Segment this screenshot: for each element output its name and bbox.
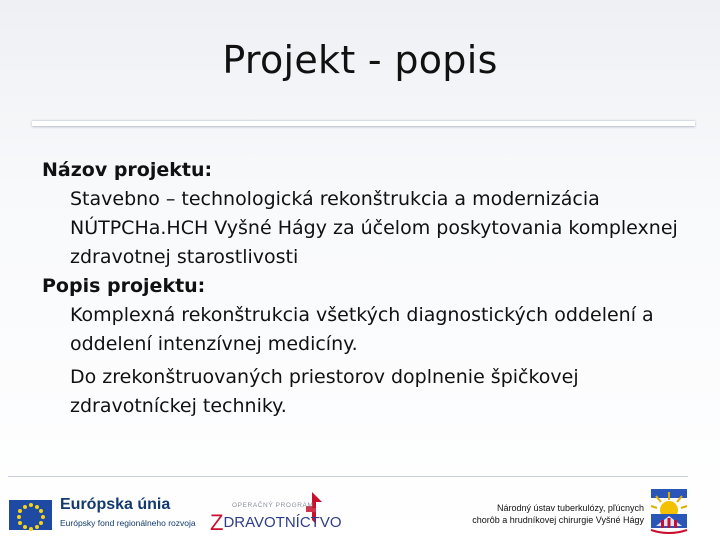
project-name-heading: Názov projektu: [42,159,213,181]
project-description-heading: Popis projektu: [42,275,206,297]
institution-name [420,502,644,526]
op-logo-line2: ZDRAVOTNÍCTVO [210,510,342,535]
project-name-text: Stavebno – technologická rekonštrukcia a modernizácia NÚTPCHa.HCH Vyšné Hágy za účelom poskytovania komplexnej zdravotnej starostlivosti [70,188,678,268]
institution-name-line1: Národný ústav tuberkulózy, pľúcnych [496,503,644,513]
project-description-text-1: Komplexná rekonštrukcia všetkých diagnostických oddelení a oddelení intenzívnej medicíny. [70,304,654,355]
slide-title: Projekt - popis [222,38,498,82]
eu-logo-name: Európska únia [60,496,171,513]
institution-name-line2: chorôb a hrudníkovej chirurgie Vyšné Hágy [472,515,644,525]
eu-logo-subtitle: Európsky fond regionálneho rozvoja [60,518,196,528]
op-logo-initial: Z [210,510,224,535]
institution-emblem-icon [648,486,690,534]
project-description-text-2: Do zrekonštruovaných priestorov doplnenie špičkovej zdravotníckej techniky. [70,366,579,417]
slide-content [42,156,682,421]
op-logo-line1: OPERAČNÝ PROGRAM [232,502,314,509]
footer-divider [8,476,688,477]
title-divider [32,120,695,126]
eu-flag-icon [9,500,52,530]
